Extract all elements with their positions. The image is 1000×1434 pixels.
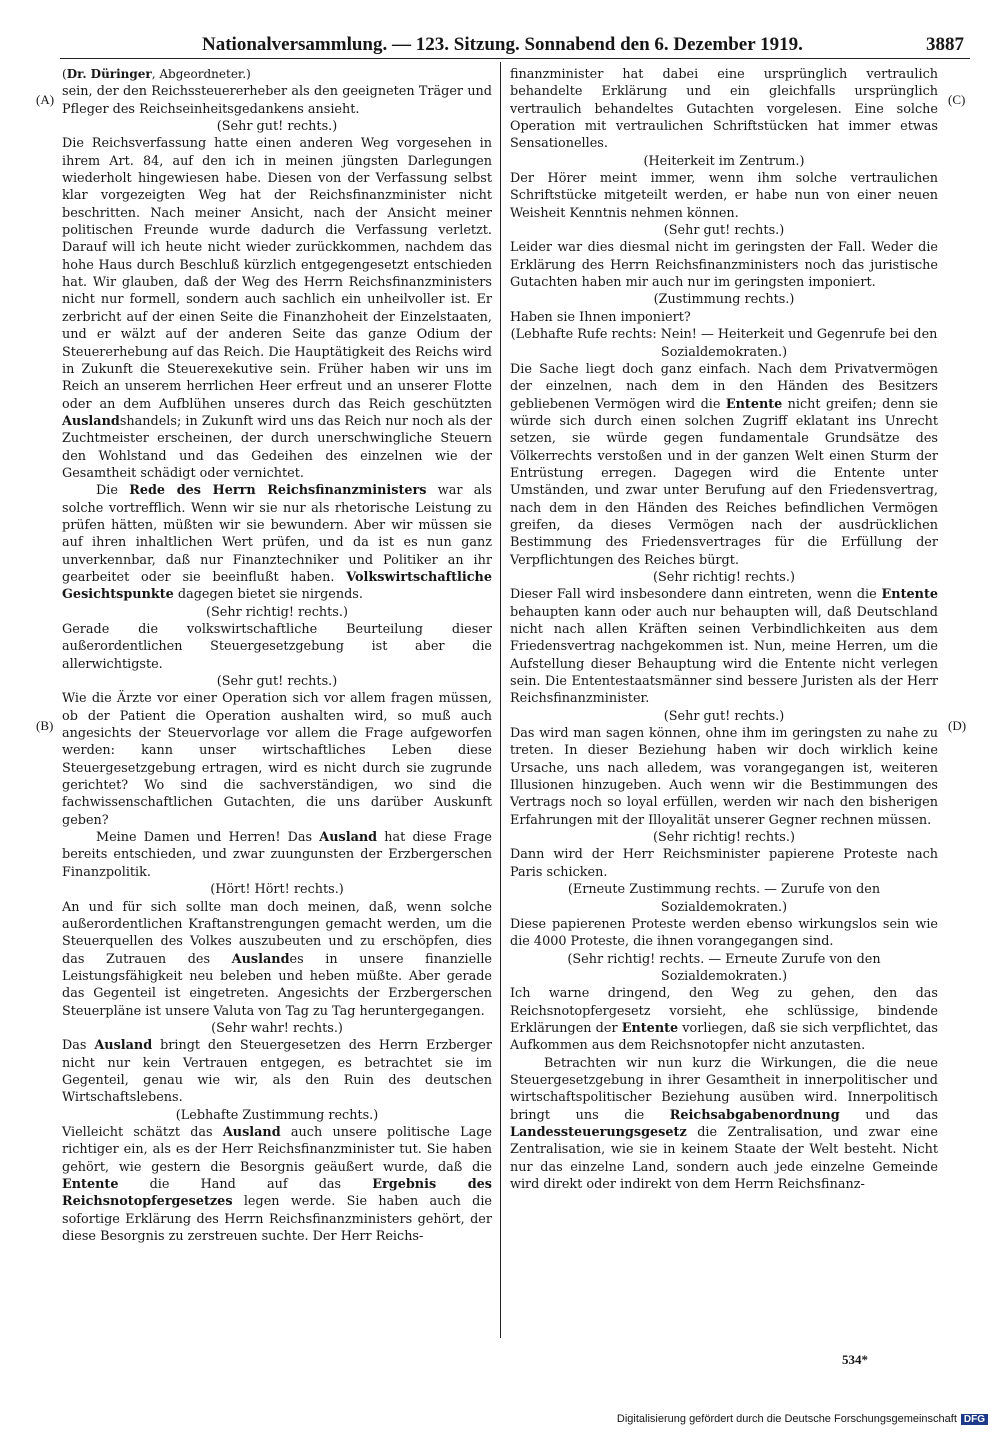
- sheet-number: 534*: [842, 1352, 868, 1367]
- paragraph: Meine Damen und Herren! Das Ausland hat diese Frage bereits entschieden, und zwar zuungunsten der Erzbergerschen Finanzpolitik.: [62, 830, 493, 880]
- interjection: (Sehr richtig! rechts.): [653, 569, 795, 585]
- speaker-note: (Dr. Düringer, Abgeordneter.): [62, 67, 251, 81]
- interjection: (Zustimmung rechts.): [653, 292, 795, 308]
- paragraph: Ich warne dringend, den Weg zu gehen, den das Reichsnotopfergesetz vorsieht, ehe schlüssige, bindende Erklärungen der Entente vorliegen, daß sie sich verpflichtet, das Aufkommen aus dem Reichsnotopfer nicht anzutasten.: [510, 986, 938, 1054]
- interjection: (Sehr gut! rechts.): [216, 674, 338, 690]
- paragraph: Der Hörer meint immer, wenn ihm solche vertraulichen Schriftstücke mitgeteilt werden, er habe nun von einer neuen Weisheit Kenntnis nehmen können.: [510, 171, 938, 221]
- page-number: 3887: [926, 34, 964, 55]
- running-header: [150, 34, 976, 60]
- paragraph: finanzminister hat dabei eine ursprünglich vertraulich behandelte Erklärung und ein gleichfalls ursprünglich vertraulich behandeltes Gutachten vorgelesen. Eine solche Operation mit vertraulichen Schriftstücken hat immer etwas Sensationelles.: [510, 67, 938, 152]
- paragraph: Haben sie Ihnen imponiert?: [510, 309, 691, 325]
- funding-note: Digitalisierung gefördert durch die Deutsche Forschungsgemeinschaft: [616, 1413, 957, 1425]
- margin-letter-c: (C): [948, 92, 966, 107]
- interjection: (Sehr richtig! rechts. — Erneute Zurufe von den Sozialdemokraten.): [567, 951, 881, 984]
- interjection: (Sehr richtig! rechts.): [206, 604, 348, 620]
- paragraph: Gerade die volkswirtschaftliche Beurteilung dieser außerordentlichen Steuergesetzgebung ist aber die allerwichtigste.: [62, 622, 492, 672]
- interjection: (Lebhafte Rufe rechts: Nein! — Heiterkeit und Gegenrufe bei den Sozialdemokraten.): [510, 327, 938, 360]
- header-title: Nationalversammlung. — 123. Sitzung. Sonnabend den 6. Dezember 1919.: [202, 34, 803, 55]
- interjection: (Sehr gut! rechts.): [216, 119, 338, 135]
- paragraph: Betrachten wir nun kurz die Wirkungen, die die neue Steuergesetzgebung in ihrer Gesamtheit in innerpolitischer und wirtschaftspolitischer Beziehung ausüben wird. Innerpolitisch bringt uns die Reichsabgabenordnung und das Landessteuerungsgesetz die Zentralisation, und zwar eine Zentralisation, wie sie in keinem Staate der Welt besteht. Nicht nur das einzelne Land, sondern auch jede einzelne Gemeinde wird direkt oder indirekt von dem Herrn Reichsfinanz-: [510, 1055, 939, 1192]
- footer: [617, 1413, 988, 1425]
- interjection: (Sehr richtig! rechts.): [653, 830, 795, 846]
- right-column: [510, 66, 938, 1193]
- paragraph: Die Sache liegt doch ganz einfach. Nach dem Privatvermögen der einzelnen, nach dem in den Händen des Besitzers gebliebenen Vermögen wird die Entente nicht greifen; denn sie würde sich durch einen solchen Zugriff eklatant ins Unrecht setzen, sie würde gegen fundamentale Grundsätze des Völkerrechts verstoßen und in der ganzen Welt einen Sturm der Entrüstung erregen. Dagegen wird die Entente unter Umständen, und zwar unter Berufung auf den Friedensvertrag, nach dem in den Händen des Reiches befindlichen Vermögen greifen, da dieses Vermögen nach der ausdrücklichen Bestimmung des Friedensvertrages für die Erfüllung der Verpflichtungen des Reiches bürgt.: [510, 361, 938, 568]
- paragraph: Diese papierenen Proteste werden ebenso wirkungslos sein wie die 4000 Proteste, die ihnen vorangegangen sind.: [510, 916, 938, 950]
- paragraph: Vielleicht schätzt das Ausland auch unsere politische Lage richtiger ein, als es der Herr Reichsfinanzminister tut. Sie haben gehört, wie gestern die Besorgnis geäußert wurde, daß die Entente die Hand auf das Ergebnis des Reichsnotopfergesetzes legen werde. Sie haben auch die sofortige Erklärung des Herrn Reichsfinanzministers gehört, der diese Besorgnis zu zerstreuen suchte. Der Herr Reichs-: [62, 1124, 493, 1245]
- interjection: (Sehr gut! rechts.): [663, 223, 785, 239]
- interjection: (Sehr gut! rechts.): [663, 708, 785, 724]
- interjection: (Hört! Hört! rechts.): [210, 882, 344, 898]
- interjection: (Heiterkeit im Zentrum.): [643, 153, 805, 169]
- header-rule: [60, 58, 970, 59]
- interjection: (Sehr wahr! rechts.): [211, 1020, 343, 1036]
- margin-letter-b: (B): [36, 718, 54, 733]
- paragraph: An und für sich sollte man doch meinen, daß, wenn solche außerordentlichen Kraftanstrengungen gemacht werden, um die Steuerquellen des Volkes auszubeuten und zu erschöpfen, dies das Zutrauen des Auslandes in unsere finanzielle Leistungsfähigkeit neu beleben und heben müßte. Aber gerade das Gegenteil ist eingetreten. Angesichts der Erzbergerschen Steuerpläne ist unsere Valuta von Tag zu Tag heruntergegangen.: [62, 899, 492, 1019]
- paragraph: Dann wird der Herr Reichsminister papierene Proteste nach Paris schicken.: [510, 847, 938, 880]
- interjection: (Lebhafte Zustimmung rechts.): [175, 1107, 379, 1123]
- paragraph: Die Rede des Herrn Reichsfinanzministers war als solche vortrefflich. Wenn wir sie nur als rhetorische Leistung zu prüfen hätten, müßten wir sie bewundern. Aber wir müssen sie auf ihren inhaltlichen Wert prüfen, und da ist es nun ganz unverkennbar, daß nur Finanztechniker und Politiker an ihr gearbeitet oder sie beeinflußt haben. Volkswirtschaftliche Gesichtspunkte dagegen bietet sie nirgends.: [62, 483, 492, 603]
- paragraph: Dieser Fall wird insbesondere dann eintreten, wenn die Entente behaupten kann oder auch nur behaupten will, daß Deutschland nicht nach allen Kräften seinen Verbindlichkeiten aus dem Friedensvertrag nachgekommen ist. Nun, meine Herren, um die Aufstellung dieser Behauptung wird die Entente nicht verlegen sein. Die Ententestaatsmänner sind bessere Juristen als der Herr Reichsfinanzminister.: [510, 587, 938, 707]
- paragraph: Das Ausland bringt den Steuergesetzen des Herrn Erzberger nicht nur kein Vertrauen entgegen, es betrachtet sie im Gegenteil, genau wie wir, als den Ruin des deutschen Wirtschaftslebens.: [62, 1038, 492, 1106]
- paragraph: Die Reichsverfassung hatte einen anderen Weg vorgesehen in ihrem Art. 84, auf den ich in meinen jüngsten Darlegungen wiederholt hingewiesen habe. Diesen von der Verfassung selbst klar vorgezeigten Weg hat der Reichsfinanzminister nicht beschritten. Nach meiner Ansicht, nach der Ansicht meiner politischen Freunde wurde dadurch die Verfassung verletzt. Darauf will ich heute nicht wieder zurückkommen, nachdem das hohe Haus durch Beschluß kürzlich entgegengesetzt entschieden hat. Wir glauben, daß der Weg des Herrn Reichsfinanzministers nicht nur formell, sondern auch sachlich ein unheilvoller ist. Er zerbricht auf der einen Seite die Finanzhoheit der Einzelstaaten, und er wälzt auf der anderen Seite das ganze Odium der Steuererhebung auf das Reich. Die Hauptätigkeit des Reichs wird in Zukunft die Steuerexekutive sein. Früher haben wir uns im Reich an unserem herrlichen Heer erfreut und an unserer Flotte oder an dem Aufblühen unseres durch das Reich geschützten Auslandshandels; in Zukunft wird uns das Reich nur noch als der Zuchtmeister erscheinen, der durch unerschwingliche Steuern den Wohlstand und das Gedeihen des einzelnen wie der Gesamtheit schädigt oder vernichtet.: [62, 136, 492, 481]
- paragraph: Leider war dies diesmal nicht im geringsten der Fall. Weder die Erklärung des Herrn Reichsfinanzministers noch das juristische Gutachten haben mir auch nur im geringsten imponiert.: [510, 240, 938, 291]
- paragraph: Das wird man sagen können, ohne ihm im geringsten zu nahe zu treten. In dieser Beziehung haben wir doch wirklich keine Ursache, uns nach alledem, was vorangegangen ist, weiteren Illusionen hinzugeben. Auch wenn wir die Bestimmungen des Vertrags noch so loyal erfüllen, werden wir nach den bisherigen Erfahrungen mit der Illoyalität unserer Gegner rechnen müssen.: [510, 726, 938, 828]
- margin-letter-d: (D): [948, 718, 967, 733]
- interjection: (Erneute Zustimmung rechts. — Zurufe von den Sozialdemokraten.): [567, 882, 881, 915]
- dfg-logo: DFG: [961, 1414, 988, 1425]
- paragraph: sein, der den Reichssteuererheber als den geeigneten Träger und Pfleger des Reichseinheitsgedankens ansieht.: [62, 84, 492, 117]
- paragraph: Wie die Ärzte vor einer Operation sich vor allem fragen müssen, ob der Patient die Operation aushalten wird, so muß auch angesichts der Steuervorlage vor allem die Frage aufgeworfen werden: kann unser wirtschaftliches Leben diese Steuergesetzgebung ertragen, wird es nicht durch sie zugrunde gerichtet? Wo sind die sachverständigen, wo sind die fachwissenschaftlichen Gutachten, die uns darüber Auskunft geben?: [62, 691, 492, 828]
- column-rule: [500, 62, 501, 1338]
- left-column: [62, 66, 492, 1245]
- margin-letter-a: (A): [36, 92, 55, 107]
